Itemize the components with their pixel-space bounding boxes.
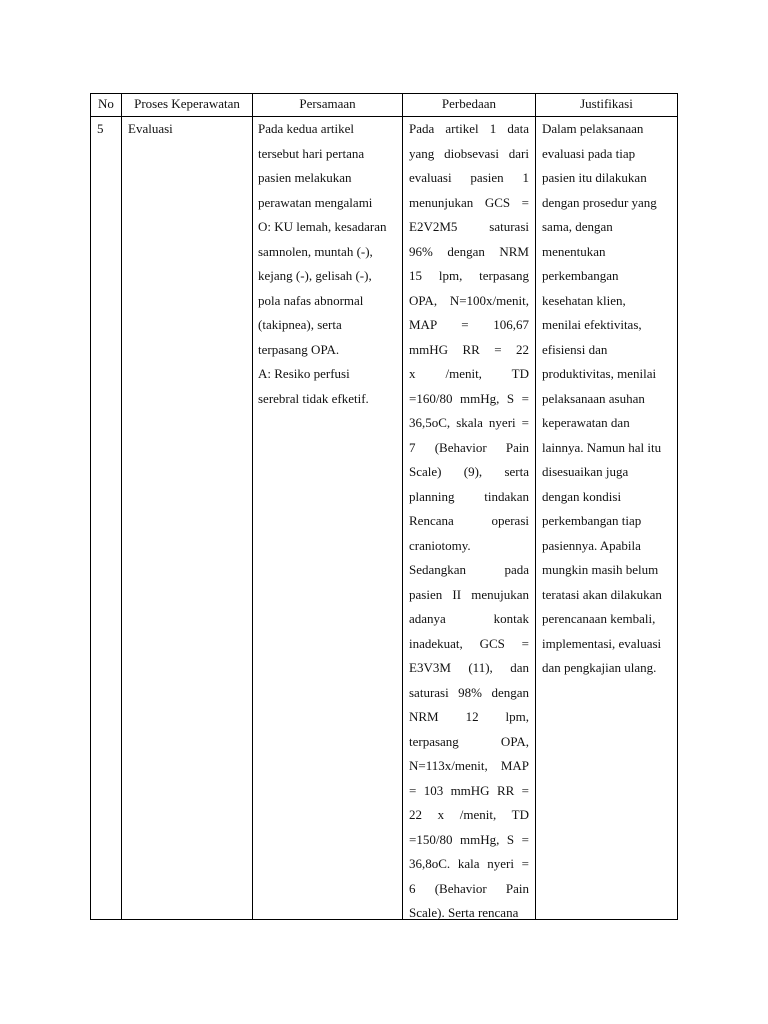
justifikasi-cell: [542, 117, 678, 681]
text-line: menunjukan GCS =: [409, 194, 529, 210]
text-line: OPA, N=100x/menit,: [409, 292, 529, 308]
text-line: inadekuat, GCS =: [409, 635, 529, 651]
text-line: pasien II menujukan: [409, 586, 529, 602]
text-line: 36,5oC, skala nyeri =: [409, 415, 529, 430]
text-line: implementasi, evaluasi: [542, 635, 662, 651]
text-line: perkembangan tiap: [542, 513, 642, 528]
text-line: perencanaan kembali,: [542, 611, 656, 626]
text-line: 7 (Behavior Pain: [409, 439, 529, 455]
text-line: pasien itu dilakukan: [542, 170, 647, 185]
text-line: produktivitas, menilai: [542, 366, 657, 381]
text-line: sama, dengan: [542, 219, 613, 234]
text-line: dengan kondisi: [542, 488, 622, 504]
text-line: keperawatan dan: [542, 415, 630, 430]
text-line: menentukan: [542, 243, 606, 259]
text-line: E3V3M (11), dan: [409, 660, 529, 675]
text-line: saturasi 98% dengan: [409, 684, 529, 700]
text-line: samnolen, muntah (-),: [258, 243, 373, 259]
text-line: Pada kedua artikel: [258, 121, 355, 136]
header-persamaan: Persamaan: [299, 96, 356, 111]
text-line: MAP = 106,67: [409, 317, 529, 332]
text-line: pasiennya. Apabila: [542, 537, 641, 553]
header-perbedaan: Perbedaan: [441, 96, 497, 111]
text-line: lainnya. Namun hal itu: [542, 439, 662, 455]
text-line: O: KU lemah, kesadaran: [258, 219, 387, 234]
comparison-table: [90, 93, 678, 920]
header-proses-keperawatan: Proses Keperawatan: [134, 96, 240, 111]
text-line: 36,8oC. kala nyeri =: [409, 856, 529, 871]
text-line: serebral tidak efketif.: [258, 390, 369, 406]
text-line: dengan prosedur yang: [542, 194, 657, 210]
text-line: terpasang OPA,: [409, 733, 529, 749]
column-divider: [535, 94, 536, 919]
text-line: dan pengkajian ulang.: [542, 660, 657, 675]
text-line: pola nafas abnormal: [258, 292, 364, 308]
text-line: adanya kontak: [409, 611, 529, 626]
column-divider: [252, 94, 253, 919]
text-line: Dalam pelaksanaan: [542, 121, 644, 136]
text-line: pasien melakukan: [258, 170, 352, 185]
text-line: = 103 mmHG RR =: [409, 782, 529, 798]
text-line: terpasang OPA.: [258, 341, 340, 357]
text-line: Rencana operasi: [409, 513, 529, 528]
text-line: 6 (Behavior Pain: [409, 880, 529, 896]
text-line: efisiensi dan: [542, 341, 608, 357]
text-line: planning tindakan: [409, 488, 529, 504]
text-line: =160/80 mmHg, S =: [409, 390, 529, 406]
persamaan-cell: [258, 117, 401, 411]
header-justifikasi: Justifikasi: [580, 96, 633, 111]
text-line: NRM 12 lpm,: [409, 709, 529, 724]
row-number: 5: [97, 121, 104, 136]
text-line: Scale). Serta rencana: [409, 905, 519, 920]
text-line: craniotomy.: [409, 537, 471, 553]
perbedaan-cell: [409, 117, 529, 926]
text-line: (takipnea), serta: [258, 317, 342, 332]
text-line: 15 lpm, terpasang: [409, 268, 529, 283]
row-proses: Evaluasi: [128, 121, 173, 136]
text-line: menilai efektivitas,: [542, 317, 642, 332]
header-no: No: [98, 96, 114, 111]
text-line: disesuaikan juga: [542, 464, 629, 479]
text-line: A: Resiko perfusi: [258, 366, 350, 381]
text-line: Scale) (9), serta: [409, 464, 529, 479]
text-line: 96% dengan NRM: [409, 243, 529, 259]
text-line: yang diobsevasi dari: [409, 145, 529, 161]
text-line: mungkin masih belum: [542, 562, 659, 577]
text-line: pelaksanaan asuhan: [542, 390, 645, 406]
text-line: Pada artikel 1 data: [409, 121, 529, 136]
column-divider: [402, 94, 403, 919]
text-line: evaluasi pasien 1: [409, 170, 529, 185]
text-line: mmHG RR = 22: [409, 341, 529, 357]
text-line: 22 x /menit, TD: [409, 807, 529, 822]
text-line: evaluasi pada tiap: [542, 145, 636, 161]
text-line: x /menit, TD: [409, 366, 529, 381]
text-line: =150/80 mmHg, S =: [409, 831, 529, 847]
text-line: E2V2M5 saturasi: [409, 219, 529, 234]
text-line: teratasi akan dilakukan: [542, 586, 662, 602]
text-line: tersebut hari pertana: [258, 145, 365, 161]
text-line: perkembangan: [542, 268, 619, 283]
text-line: kejang (-), gelisah (-),: [258, 268, 372, 283]
column-divider: [121, 94, 122, 919]
text-line: Sedangkan pada: [409, 562, 529, 577]
text-line: N=113x/menit, MAP: [409, 758, 529, 773]
text-line: perawatan mengalami: [258, 194, 373, 210]
text-line: kesehatan klien,: [542, 292, 626, 308]
